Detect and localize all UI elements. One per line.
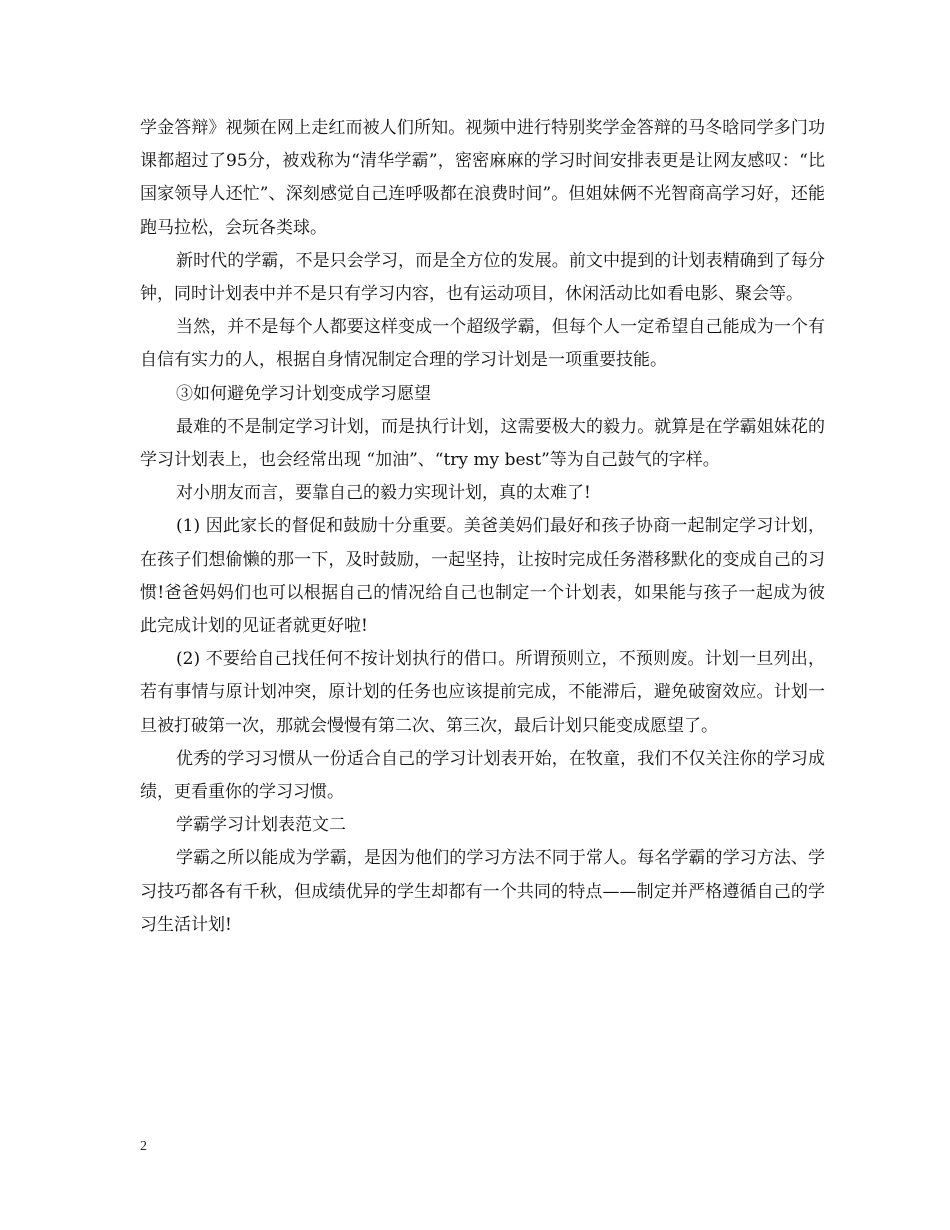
- paragraph: 新时代的学霸，不是只会学习，而是全方位的发展。前文中提到的计划表精确到了每分钟，同时计划表中并不是只有学习内容，也有运动项目，休闲活动比如看电影、聚会等。: [140, 250, 825, 305]
- paragraph: 学霸之所以能成为学霸，是因为他们的学习方法不同于常人。每名学霸的学习方法、学习技巧都各有千秋，但成绩优异的学生却都有一个共同的特点——制定并严格遵循自己的学习生活计划!: [140, 848, 825, 935]
- paragraph: 最难的不是制定学习计划，而是执行计划，这需要极大的毅力。就算是在学霸姐妹花的学习计划表上，也会经常出现 “加油”、“try my best”等为自己鼓气的字样。: [140, 416, 825, 471]
- paragraph: 优秀的学习习惯从一份适合自己的学习计划表开始，在牧童，我们不仅关注你的学习成绩，更看重你的学习习惯。: [140, 748, 825, 803]
- list-item-2: (2) 不要给自己找任何不按计划执行的借口。所谓预则立，不预则废。计划一旦列出，若有事情与原计划冲突，原计划的任务也应该提前完成，不能滞后，避免破窗效应。计划一旦被打破第一次，那就会慢慢有第二次、第三次，最后计划只能变成愿望了。: [140, 649, 825, 736]
- paragraph-continuation: 学金答辩》视频在网上走红而被人们所知。视频中进行特别奖学金答辩的马冬晗同学多门功课都超过了95分，被戏称为“清华学霸”，密密麻麻的学习时间安排表更是让网友感叹：“比国家领导人还忙”、深刻感觉自己连呼吸都在浪费时间”。但姐妹俩不光智商高学习好，还能跑马拉松，会玩各类球。: [140, 118, 825, 238]
- section-heading: ③如何避免学习计划变成学习愿望: [176, 383, 431, 404]
- list-item-1: (1) 因此家长的督促和鼓励十分重要。美爸美妈们最好和孩子协商一起制定学习计划，在孩子们想偷懒的那一下，及时鼓励，一起坚持，让按时完成任务潜移默化的变成自己的习惯!爸爸妈妈们也可以根据自己的情况给自己也制定一个计划表，如果能与孩子一起成为彼此完成计划的见证者就更好啦!: [140, 516, 825, 637]
- page-number: 2: [140, 1139, 147, 1154]
- paragraph: 对小朋友而言，要靠自己的毅力实现计划，真的太难了!: [176, 483, 591, 504]
- document-body: [140, 112, 825, 942]
- section-heading: 学霸学习计划表范文二: [176, 815, 346, 836]
- paragraph: 当然，并不是每个人都要这样变成一个超级学霸，但每个人一定希望自己能成为一个有自信有实力的人，根据自身情况制定合理的学习计划是一项重要技能。: [140, 317, 825, 371]
